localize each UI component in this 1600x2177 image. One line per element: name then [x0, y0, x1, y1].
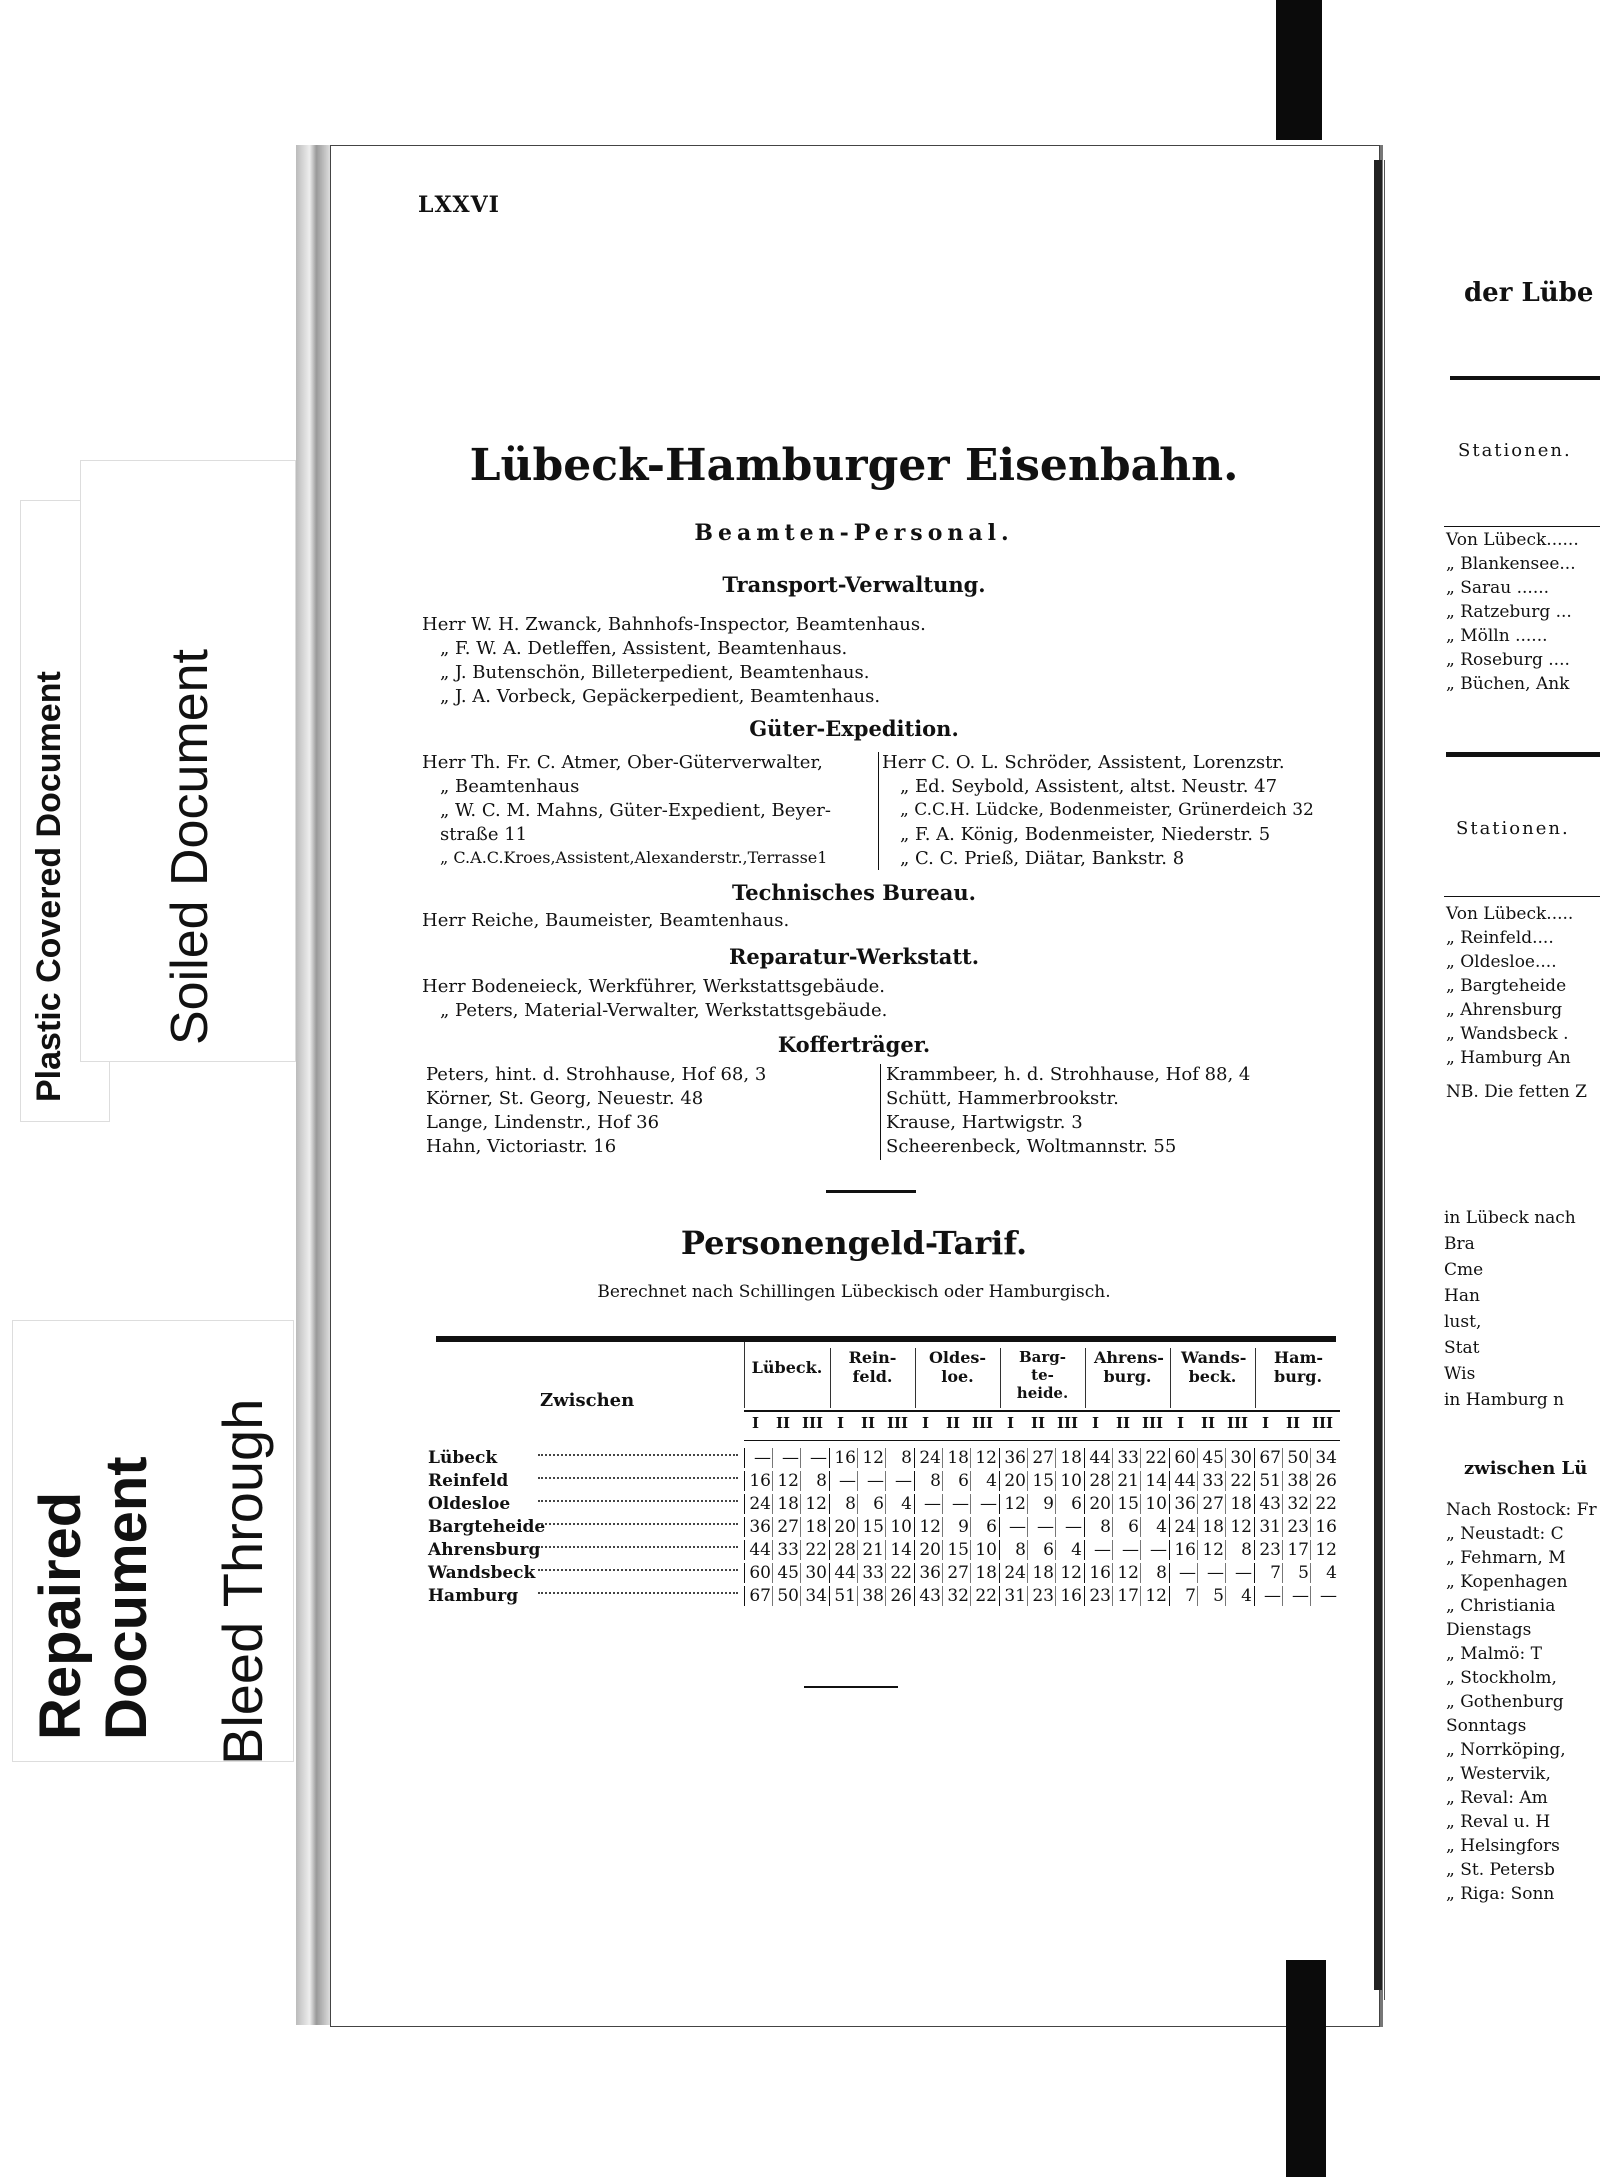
tarif-station: Reinfeld	[428, 1471, 509, 1491]
right-stationen-1: Stationen.	[1458, 440, 1572, 461]
tarif-cell: 22	[1225, 1471, 1252, 1491]
class-label: III	[1227, 1414, 1249, 1432]
tarif-cell: —	[970, 1494, 997, 1514]
book-gutter	[1374, 160, 1382, 1990]
tarif-cell: —	[914, 1494, 941, 1514]
tarif-cell: 8	[800, 1471, 827, 1491]
tarif-cell: 18	[1225, 1494, 1252, 1514]
tarif-cell: 15	[1027, 1471, 1054, 1491]
class-label: I	[1262, 1414, 1270, 1432]
tarif-cell: 33	[772, 1540, 799, 1560]
right-list-item: in Hamburg n	[1444, 1390, 1565, 1410]
tarif-cell: 12	[857, 1448, 884, 1468]
koffer-right-line: Scheerenbeck, Woltmannstr. 55	[886, 1136, 1177, 1157]
tarif-cell: 45	[772, 1563, 799, 1583]
tarif-class-row	[744, 1414, 1340, 1438]
class-label: II	[1116, 1414, 1131, 1432]
right-nb-note: NB. Die fetten Z	[1446, 1082, 1587, 1102]
reparatur-line: Herr Bodeneieck, Werkführer, Werkstattsgebäude.	[422, 976, 885, 997]
tarif-cell: 12	[1310, 1540, 1337, 1560]
tarif-cell: 21	[857, 1540, 884, 1560]
koffer-left-line: Körner, St. Georg, Neuestr. 48	[426, 1088, 704, 1109]
tarif-cell: —	[829, 1471, 856, 1491]
gueter-column-divider	[878, 752, 879, 870]
tarif-cell: 32	[1282, 1494, 1309, 1514]
tarif-cell: 20	[1084, 1494, 1111, 1514]
tarif-class-rule	[744, 1440, 1340, 1441]
right-list-item: „ Norrköping,	[1446, 1740, 1566, 1760]
tarif-cell: 4	[1225, 1586, 1252, 1606]
class-label: III	[802, 1414, 824, 1432]
tarif-cell: 12	[800, 1494, 827, 1514]
tarif-cell: 22	[800, 1540, 827, 1560]
right-list-item: Han	[1444, 1286, 1480, 1306]
class-label: II	[946, 1414, 961, 1432]
tarif-cell: 32	[942, 1586, 969, 1606]
tarif-cell: 4	[1055, 1540, 1082, 1560]
class-label: I	[752, 1414, 760, 1432]
tarif-cell: —	[885, 1471, 912, 1491]
tarif-cell: 51	[1254, 1471, 1281, 1491]
right-list-item: „ Reval: Am	[1446, 1788, 1548, 1808]
tarif-cell: 12	[1140, 1586, 1167, 1606]
tarif-cell: 28	[1084, 1471, 1111, 1491]
tarif-col-header: Ahrens-burg.	[1085, 1348, 1169, 1408]
tarif-cell: 5	[1282, 1563, 1309, 1583]
koffer-right-line: Krammbeer, h. d. Strohhause, Hof 88, 4	[886, 1064, 1251, 1085]
right-list-item: „ Reinfeld....	[1446, 928, 1554, 948]
heading-koffer: Kofferträger.	[777, 1032, 931, 1057]
right-rule	[1444, 896, 1600, 897]
tarif-cell: 20	[829, 1517, 856, 1537]
tarif-cell: 9	[942, 1517, 969, 1537]
tarif-cell: —	[800, 1448, 827, 1468]
right-list-item: Wis	[1444, 1364, 1476, 1384]
gueter-right-line: „ Ed. Seybold, Assistent, altst. Neustr. 47	[900, 776, 1278, 797]
tarif-cell: 23	[1282, 1517, 1309, 1537]
label-bleed: Bleed Through	[211, 1398, 274, 1765]
tarif-cell: 67	[1254, 1448, 1281, 1468]
right-list-item: „ Büchen, Ank	[1446, 674, 1570, 694]
tarif-cell: 43	[1254, 1494, 1281, 1514]
tarif-cell: 6	[1112, 1517, 1139, 1537]
right-list-item: „ Ratzeburg ...	[1446, 602, 1572, 622]
right-list-item: lust,	[1444, 1312, 1482, 1332]
tarif-cell: —	[744, 1448, 771, 1468]
class-label: III	[1312, 1414, 1334, 1432]
right-list-item: Nach Rostock: Fr	[1446, 1500, 1597, 1520]
heading-reparatur: Reparatur-Werkstatt.	[728, 944, 980, 969]
tarif-header-row	[744, 1342, 1341, 1408]
tarif-cell: 7	[1169, 1586, 1196, 1606]
heading-technisch: Technisches Bureau.	[732, 880, 976, 905]
tarif-leader-dots	[538, 1454, 738, 1456]
tarif-col-header: Barg-te-heide.	[1000, 1348, 1084, 1408]
tarif-leader-dots	[538, 1523, 738, 1525]
tarif-subtitle: Berechnet nach Schillingen Lübeckisch oder Hamburgisch.	[597, 1282, 1111, 1302]
tarif-station: Oldesloe	[428, 1494, 511, 1514]
tarif-cell: 18	[1197, 1517, 1224, 1537]
tarif-cell: 18	[772, 1494, 799, 1514]
tarif-col-header: Oldes-loe.	[915, 1348, 999, 1408]
tarif-cell: 27	[772, 1517, 799, 1537]
tarif-cell: —	[1112, 1540, 1139, 1560]
tarif-station: Ahrensburg	[428, 1540, 541, 1560]
koffer-right-line: Schütt, Hammerbrookstr.	[886, 1088, 1119, 1109]
right-list-item: „ Christiania	[1446, 1596, 1556, 1616]
tarif-cell: 15	[857, 1517, 884, 1537]
tarif-cell: 12	[970, 1448, 997, 1468]
tarif-cell: 12	[914, 1517, 941, 1537]
gueter-right-line: „ F. A. König, Bodenmeister, Niederstr. 5	[900, 824, 1271, 845]
right-list-item: Cme	[1444, 1260, 1484, 1280]
binding-clip-top	[1276, 0, 1322, 140]
label-repaired	[28, 1340, 160, 1740]
book-page-edges	[296, 145, 330, 2025]
gueter-left-line: „ C.A.C.Kroes,Assistent,Alexanderstr.,Terrasse1	[440, 848, 828, 867]
tarif-cell: —	[942, 1494, 969, 1514]
tarif-cell: 36	[914, 1563, 941, 1583]
tarif-cell: 50	[772, 1586, 799, 1606]
tarif-cell: —	[772, 1448, 799, 1468]
gueter-right-line: „ C. C. Prieß, Diätar, Bankstr. 8	[900, 848, 1185, 869]
tarif-cell: 38	[857, 1586, 884, 1606]
tarif-row	[428, 1517, 1340, 1540]
class-label: I	[1007, 1414, 1015, 1432]
tarif-cell: 4	[1140, 1517, 1167, 1537]
right-list-item: „ Stockholm,	[1446, 1668, 1557, 1688]
tarif-cell: 8	[885, 1448, 912, 1468]
right-page-header: der Lübe	[1464, 278, 1594, 308]
tarif-cell: 60	[1169, 1448, 1196, 1468]
tarif-cell: —	[857, 1471, 884, 1491]
tarif-cell: 10	[1140, 1494, 1167, 1514]
right-list-item: „ Kopenhagen	[1446, 1572, 1568, 1592]
right-rule	[1450, 376, 1600, 380]
tarif-station: Bargteheide	[428, 1517, 546, 1537]
right-list-item: „ Wandsbeck .	[1446, 1024, 1569, 1044]
heading-transport: Transport-Verwaltung.	[722, 572, 986, 597]
tarif-col-header: Wands-beck.	[1170, 1348, 1254, 1408]
tarif-cell: 27	[942, 1563, 969, 1583]
class-label: II	[776, 1414, 791, 1432]
tarif-cell: 4	[970, 1471, 997, 1491]
gueter-left-line: „ W. C. M. Mahns, Güter-Expedient, Beyer-	[440, 800, 831, 821]
right-list-item: „ Fehmarn, M	[1446, 1548, 1566, 1568]
tarif-cell: —	[1225, 1563, 1252, 1583]
tarif-station: Hamburg	[428, 1586, 519, 1606]
right-list-item: Sonntags	[1446, 1716, 1527, 1736]
tarif-cell: 45	[1197, 1448, 1224, 1468]
tarif-cell: 30	[800, 1563, 827, 1583]
right-list-item: Von Lübeck......	[1446, 530, 1579, 550]
tarif-row	[428, 1471, 1340, 1494]
tarif-cell: 9	[1027, 1494, 1054, 1514]
right-list-item: „ Reval u. H	[1446, 1812, 1551, 1832]
gueter-left-line: straße 11	[440, 824, 528, 845]
tarif-cell: 23	[1254, 1540, 1281, 1560]
tarif-cell: 14	[885, 1540, 912, 1560]
tarif-cell: 8	[1225, 1540, 1252, 1560]
tarif-cell: 4	[885, 1494, 912, 1514]
tarif-cell: 6	[857, 1494, 884, 1514]
tarif-col-header: Rein-feld.	[830, 1348, 914, 1408]
tarif-cell: 22	[1310, 1494, 1337, 1514]
right-list-item: „ Roseburg ....	[1446, 650, 1570, 670]
section-divider-rule	[826, 1190, 916, 1193]
tarif-col-header: Lübeck.	[751, 1358, 823, 1377]
right-rule	[1444, 526, 1600, 527]
right-list-item: Bra	[1444, 1234, 1475, 1254]
right-list-item: „ St. Petersb	[1446, 1860, 1555, 1880]
tarif-cell: 18	[1027, 1563, 1054, 1583]
class-label: I	[1177, 1414, 1185, 1432]
tarif-cell: 26	[885, 1586, 912, 1606]
tarif-cell: 24	[744, 1494, 771, 1514]
right-list-item: „ Oldesloe....	[1446, 952, 1557, 972]
tarif-row	[428, 1540, 1340, 1563]
tarif-cell: —	[999, 1517, 1026, 1537]
tarif-leader-dots	[538, 1592, 738, 1594]
right-list-item: Stat	[1444, 1338, 1480, 1358]
tarif-row	[428, 1586, 1340, 1609]
right-list-item: „ Malmö: T	[1446, 1644, 1543, 1664]
tarif-cell: 34	[800, 1586, 827, 1606]
right-list-item: „ Sarau ......	[1446, 578, 1550, 598]
tarif-cell: 67	[744, 1586, 771, 1606]
tarif-cell: 44	[1084, 1448, 1111, 1468]
tarif-cell: 8	[914, 1471, 941, 1491]
tarif-cell: 8	[829, 1494, 856, 1514]
class-label: I	[837, 1414, 845, 1432]
tarif-cell: 24	[1169, 1517, 1196, 1537]
tarif-cell: 31	[1254, 1517, 1281, 1537]
tarif-cell: 34	[1310, 1448, 1337, 1468]
class-label: III	[887, 1414, 909, 1432]
koffer-left-line: Peters, hint. d. Strohhause, Hof 68, 3	[426, 1064, 767, 1085]
transport-line: „ J. Butenschön, Billeterpedient, Beamtenhaus.	[440, 662, 870, 683]
tarif-cell: 12	[1112, 1563, 1139, 1583]
tarif-cell: 51	[829, 1586, 856, 1606]
right-list-item: Von Lübeck.....	[1446, 904, 1574, 924]
binding-clip-bottom	[1286, 1960, 1326, 2177]
tarif-row	[428, 1448, 1340, 1471]
tarif-cell: 12	[1197, 1540, 1224, 1560]
tarif-cell: 30	[1225, 1448, 1252, 1468]
label-repaired-text: Repaired Document	[28, 1456, 159, 1740]
tarif-station: Wandsbeck	[428, 1563, 536, 1583]
tarif-cell: 15	[1112, 1494, 1139, 1514]
right-list-item: „ Riga: Sonn	[1446, 1884, 1555, 1904]
tarif-row	[428, 1563, 1340, 1586]
koffer-column-divider	[880, 1064, 881, 1160]
gueter-right-line: „ C.C.H. Lüdcke, Bodenmeister, Grünerdeich 32	[900, 800, 1314, 820]
tarif-cell: 20	[914, 1540, 941, 1560]
tarif-cell: 23	[1027, 1586, 1054, 1606]
class-label: I	[922, 1414, 930, 1432]
reparatur-line: „ Peters, Material-Verwalter, Werkstattsgebäude.	[440, 1000, 888, 1021]
technisch-line: Herr Reiche, Baumeister, Beamtenhaus.	[422, 910, 790, 931]
tarif-station: Lübeck	[428, 1448, 498, 1468]
tarif-cell: 36	[1169, 1494, 1196, 1514]
tarif-cell: 8	[1084, 1517, 1111, 1537]
class-label: III	[1057, 1414, 1079, 1432]
tarif-cell: 33	[857, 1563, 884, 1583]
tarif-zwischen-label: Zwischen	[540, 1390, 635, 1411]
tarif-cell: 18	[1055, 1448, 1082, 1468]
tarif-cell: 31	[999, 1586, 1026, 1606]
tarif-cell: 50	[1282, 1448, 1309, 1468]
tarif-cell: 5	[1197, 1586, 1224, 1606]
tarif-cell: —	[1282, 1586, 1309, 1606]
tarif-cell: 6	[942, 1471, 969, 1491]
tarif-cell: 43	[914, 1586, 941, 1606]
tarif-cell: —	[1027, 1517, 1054, 1537]
tarif-cell: 17	[1112, 1586, 1139, 1606]
closing-rule	[804, 1686, 898, 1688]
tarif-cell: 44	[1169, 1471, 1196, 1491]
tarif-cell: —	[1084, 1540, 1111, 1560]
tarif-cell: 21	[1112, 1471, 1139, 1491]
right-list-item: „ Helsingfors	[1446, 1836, 1560, 1856]
class-label: II	[861, 1414, 876, 1432]
koffer-left-line: Hahn, Victoriastr. 16	[426, 1136, 617, 1157]
right-list-item: „ Westervik,	[1446, 1764, 1551, 1784]
tarif-cell: —	[1055, 1517, 1082, 1537]
tarif-cell: 28	[829, 1540, 856, 1560]
tarif-cell: 36	[744, 1517, 771, 1537]
page-title: Lübeck-Hamburger Eisenbahn.	[469, 440, 1239, 491]
tarif-cell: 6	[1027, 1540, 1054, 1560]
tarif-cell: 27	[1197, 1494, 1224, 1514]
tarif-title: Personengeld-Tarif.	[680, 1224, 1028, 1262]
tarif-cell: 6	[970, 1517, 997, 1537]
class-label: II	[1031, 1414, 1046, 1432]
gueter-left-line: „ Beamtenhaus	[440, 776, 580, 797]
tarif-cell: 14	[1140, 1471, 1167, 1491]
tarif-cell: 12	[999, 1494, 1026, 1514]
tarif-cell: 6	[1055, 1494, 1082, 1514]
tarif-cell: 20	[999, 1471, 1026, 1491]
class-label: I	[1092, 1414, 1100, 1432]
tarif-cell: 24	[914, 1448, 941, 1468]
page-number: LXXVI	[418, 192, 500, 218]
tarif-cell: 27	[1027, 1448, 1054, 1468]
tarif-cell: 26	[1310, 1471, 1337, 1491]
tarif-col-header: Ham-burg.	[1255, 1348, 1339, 1408]
tarif-cell: 44	[829, 1563, 856, 1583]
tarif-cell: —	[1254, 1586, 1281, 1606]
tarif-cell: 22	[970, 1586, 997, 1606]
right-list-item: „ Bargteheide	[1446, 976, 1567, 996]
right-zwischen: zwischen Lü	[1464, 1458, 1588, 1479]
heading-gueter: Güter-Expedition.	[749, 716, 959, 741]
tarif-cell: 15	[942, 1540, 969, 1560]
right-list-item: „ Mölln ......	[1446, 626, 1548, 646]
koffer-right-line: Krause, Hartwigstr. 3	[886, 1112, 1083, 1133]
gueter-right-line: Herr C. O. L. Schröder, Assistent, Lorenzstr.	[882, 752, 1285, 773]
koffer-left-line: Lange, Lindenstr., Hof 36	[426, 1112, 660, 1133]
tarif-cell: 10	[885, 1517, 912, 1537]
class-label: II	[1201, 1414, 1216, 1432]
tarif-cell: 16	[829, 1448, 856, 1468]
right-list-item: in Lübeck nach	[1444, 1208, 1576, 1228]
tarif-cell: 12	[772, 1471, 799, 1491]
tarif-leader-dots	[538, 1477, 738, 1479]
tarif-cell: 8	[999, 1540, 1026, 1560]
tarif-cell: 33	[1112, 1448, 1139, 1468]
tarif-cell: 18	[942, 1448, 969, 1468]
right-list-item: Dienstags	[1446, 1620, 1532, 1640]
transport-line: Herr W. H. Zwanck, Bahnhofs-Inspector, Beamtenhaus.	[422, 614, 926, 635]
right-list-item: „ Gothenburg	[1446, 1692, 1564, 1712]
tarif-cell: 7	[1254, 1563, 1281, 1583]
tarif-cell: 16	[1310, 1517, 1337, 1537]
tarif-cell: 12	[1225, 1517, 1252, 1537]
tarif-cell: 10	[970, 1540, 997, 1560]
right-list-item: „ Neustadt: C	[1446, 1524, 1564, 1544]
tarif-cell: 16	[1084, 1563, 1111, 1583]
transport-line: „ F. W. A. Detleffen, Assistent, Beamtenhaus.	[440, 638, 848, 659]
tarif-row	[428, 1494, 1340, 1517]
tarif-cell: 16	[1169, 1540, 1196, 1560]
right-list-item: „ Ahrensburg	[1446, 1000, 1563, 1020]
right-rule	[1446, 752, 1600, 757]
tarif-leader-dots	[538, 1546, 738, 1548]
right-stationen-2: Stationen.	[1456, 818, 1570, 839]
class-label: III	[1142, 1414, 1164, 1432]
tarif-cell: 33	[1197, 1471, 1224, 1491]
tarif-cell: —	[1140, 1540, 1167, 1560]
tarif-cell: 16	[1055, 1586, 1082, 1606]
tarif-leader-dots	[538, 1569, 738, 1571]
tarif-leader-dots	[538, 1500, 738, 1502]
class-label: III	[972, 1414, 994, 1432]
tarif-cell: —	[1169, 1563, 1196, 1583]
left-book-page	[330, 145, 1380, 2027]
tarif-cell: 4	[1310, 1563, 1337, 1583]
tarif-cell: 18	[970, 1563, 997, 1583]
section-subtitle: Beamten-Personal.	[694, 520, 1014, 546]
tarif-cell: 44	[744, 1540, 771, 1560]
transport-line: „ J. A. Vorbeck, Gepäckerpedient, Beamtenhaus.	[440, 686, 881, 707]
tarif-cell: 16	[744, 1471, 771, 1491]
right-list-item: „ Blankensee...	[1446, 554, 1576, 574]
tarif-cell: 17	[1282, 1540, 1309, 1560]
tarif-cell: —	[1197, 1563, 1224, 1583]
tarif-cell: —	[1310, 1586, 1337, 1606]
tarif-cell: 60	[744, 1563, 771, 1583]
tarif-cell: 18	[800, 1517, 827, 1537]
tarif-cell: 8	[1140, 1563, 1167, 1583]
right-list-item: „ Hamburg An	[1446, 1048, 1571, 1068]
tarif-cell: 23	[1084, 1586, 1111, 1606]
class-label: II	[1286, 1414, 1301, 1432]
tarif-cell: 38	[1282, 1471, 1309, 1491]
tarif-cell: 24	[999, 1563, 1026, 1583]
tarif-cell: 36	[999, 1448, 1026, 1468]
tarif-cell: 12	[1055, 1563, 1082, 1583]
label-plastic-covered: Plastic Covered Document	[30, 671, 68, 1102]
tarif-cell: 10	[1055, 1471, 1082, 1491]
label-soiled: Soiled Document	[161, 649, 219, 1045]
tarif-header-rule	[744, 1410, 1340, 1412]
tarif-cell: 22	[885, 1563, 912, 1583]
tarif-cell: 22	[1140, 1448, 1167, 1468]
gueter-left-line: Herr Th. Fr. C. Atmer, Ober-Güterverwalter,	[422, 752, 823, 773]
